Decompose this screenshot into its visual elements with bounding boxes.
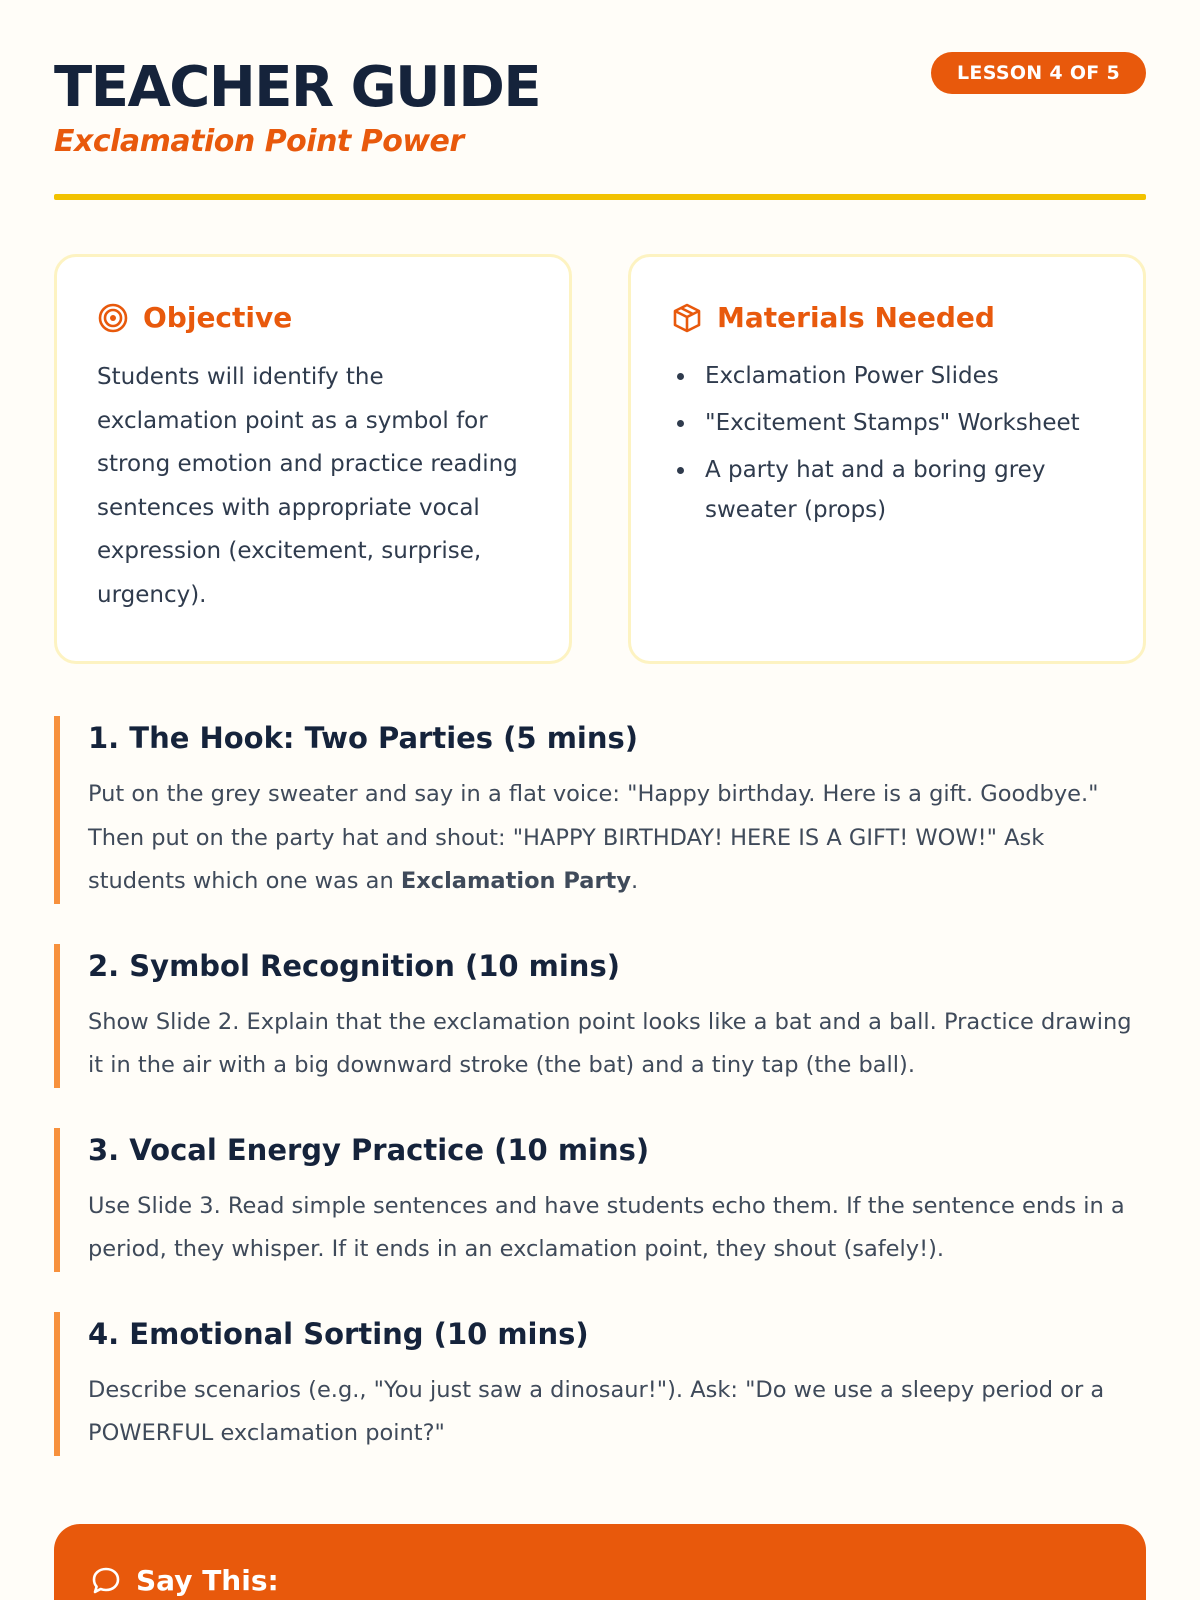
header — [54, 0, 1146, 200]
step-text-bold: Exclamation Party — [400, 868, 631, 894]
materials-card — [628, 254, 1146, 664]
objective-card — [54, 254, 572, 664]
materials-list — [671, 356, 1103, 530]
step-title: 3. Vocal Energy Practice (10 mins) — [88, 1132, 650, 1167]
step-text: Use Slide 3. Read simple sentences and have students echo them. If the sentence ends in a period, they whisper. If it ends in an exclamation point, they shout (safely!). — [88, 1192, 1125, 1262]
step-title: 2. Symbol Recognition (10 mins) — [88, 948, 620, 983]
info-cards — [54, 254, 1146, 664]
say-this-box — [54, 1524, 1146, 1600]
materials-header — [671, 301, 1103, 334]
materials-title: Materials Needed — [717, 301, 995, 334]
list-item: A party hat and a boring grey sweater (props) — [671, 450, 1103, 530]
lesson-badge: LESSON 4 OF 5 — [931, 52, 1146, 94]
lesson-subtitle: Exclamation Point Power — [54, 124, 464, 159]
step-symbol-recognition — [54, 944, 1146, 1088]
list-item: Exclamation Power Slides — [671, 356, 1103, 396]
say-this-title: Say This: — [136, 1564, 279, 1597]
step-title: 4. Emotional Sorting (10 mins) — [88, 1316, 589, 1351]
step-text-part: Put on the grey sweater and say in a flat voice: "Happy birthday. Here is a gift. Goodbye." Then put on the party hat and shout: "HAPPY BIRTHDAY! HERE IS A GIFT! WOW!" Ask students which one was an — [88, 781, 1099, 894]
target-icon — [97, 302, 129, 334]
say-this-header — [90, 1564, 1110, 1597]
step-text: Describe scenarios (e.g., "You just saw a dinosaur!"). Ask: "Do we use a sleepy period or a POWERFUL exclamation point?" — [88, 1376, 1105, 1446]
step-text — [88, 773, 1146, 904]
step-title: 1. The Hook: Two Parties (5 mins) — [88, 721, 639, 755]
step-hook — [54, 716, 1146, 904]
header-divider — [54, 194, 1146, 200]
page-title: TEACHER GUIDE — [54, 55, 541, 120]
package-icon — [671, 302, 703, 334]
step-text-part: . — [630, 868, 639, 894]
list-item: "Excitement Stamps" Worksheet — [671, 403, 1103, 443]
lesson-steps — [54, 716, 1146, 1456]
step-vocal-energy — [54, 1128, 1146, 1272]
objective-text: Students will identify the exclamation point as a symbol for strong emotion and practice reading sentences with appropriate vocal expression (excitement, surprise, urgency). — [97, 364, 518, 608]
step-emotional-sorting — [54, 1312, 1146, 1456]
speech-bubble-icon — [90, 1565, 122, 1597]
objective-header — [97, 301, 529, 334]
step-text: Show Slide 2. Explain that the exclamation point looks like a bat and a ball. Practice drawing it in the air with a big downward stroke (the bat) and a tiny tap (the ball). — [88, 1008, 1132, 1078]
objective-title: Objective — [143, 301, 293, 334]
